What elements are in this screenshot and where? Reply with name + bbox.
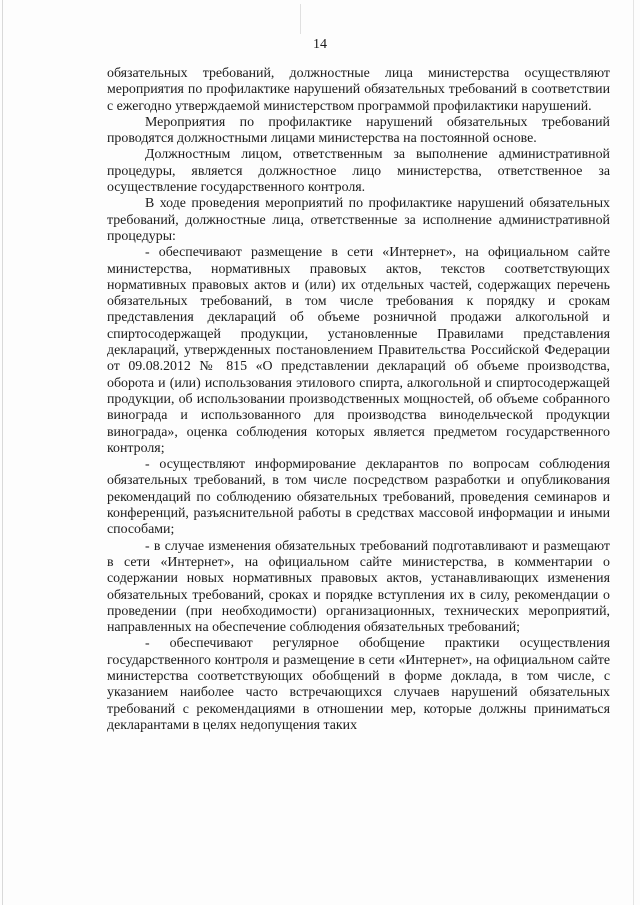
paragraph: Должностным лицом, ответственным за выполнение административной процедуры, является должностное лицо министерства, ответственное за осуществление государственного контроля. xyxy=(107,147,610,196)
paragraph: Мероприятия по профилактике нарушений обязательных требований проводятся должностными лицами министерства на постоянной основе. xyxy=(107,114,610,147)
list-item: - осуществляют информирование декларантов по вопросам соблюдения обязательных требований, в том числе посредством разработки и опубликования рекомендаций по соблюдению обязательных требований, проведения семинаров и конференций, разъяснительной работы в средствах массовой информации и иными способами; xyxy=(107,457,610,538)
list-item: - обеспечивают размещение в сети «Интернет», на официальном сайте министерства, нормативных правовых актов, текстов соответствующих нормативных правовых актов и (или) их отдельных частей, содержащих перечень обязательных требований, в том числе требования к порядку и срокам представления деклараций об объеме розничной продажи алкогольной и спиртосодержащей продукции, установленные Правилами представления деклараций, утвержденных постановлением Правительства Российской Федерации от 09.08.2012 № 815 «О представлении деклараций об объеме производства, оборота и (или) использования этилового спирта, алкогольной и спиртосодержащей продукции, об использовании производственных мощностей, об объеме собранного винограда и использованного для производства винодельческой продукции винограда», оценка соблюдения которых является предметом государственного контроля; xyxy=(107,245,610,456)
scan-edge-top xyxy=(300,4,301,34)
page-number: 14 xyxy=(313,37,327,52)
body-text xyxy=(107,66,610,734)
paragraph: обязательных требований, должностные лица министерства осуществляют мероприятия по профилактике нарушений обязательных требований в соответствии с ежегодно утверждаемой министерством программой профилактики нарушений. xyxy=(107,66,610,114)
list-item: - в случае изменения обязательных требований подготавливают и размещают в сети «Интернет», на официальном сайте министерства, в комментарии о содержании новых нормативных правовых актов, устанавливающих изменения обязательных требований, сроках и порядке вступления их в силу, рекомендации о проведении (при необходимости) организационных, технических мероприятий, направленных на обеспечение соблюдения обязательных требований; xyxy=(107,538,610,636)
scan-edge-right xyxy=(633,0,634,905)
scan-edge-left xyxy=(2,0,3,905)
paragraph: В ходе проведения мероприятий по профилактике нарушений обязательных требований, должностные лица, ответственные за исполнение административной процедуры: xyxy=(107,196,610,244)
list-item: - обеспечивают регулярное обобщение практики осуществления государственного контроля и размещение в сети «Интернет», на официальном сайте министерства соответствующих обобщений в форме доклада, в том числе, с указанием наиболее часто встречающихся случаев нарушений обязательных требований с рекомендациями в отношении мер, которые должны приниматься декларантами в целях недопущения таких xyxy=(107,636,610,733)
